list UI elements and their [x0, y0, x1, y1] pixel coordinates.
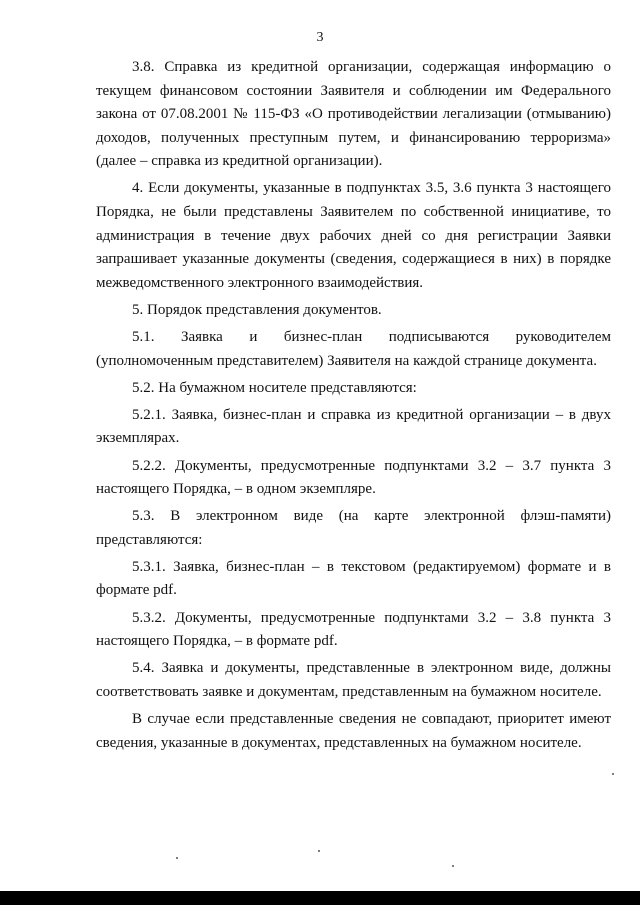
scan-speck — [612, 773, 614, 775]
paragraph-4: 4. Если документы, указанные в подпунктах 3.5, 3.6 пункта 3 настоящего Порядка, не были представлены Заявителем по собственной инициативе, то администрация в течение двух рабочих дней со дня регистрации Заявки запрашивает указанные документы (сведения, содержащиеся в них) в порядке межведомственного электронного взаимодействия. — [96, 180, 611, 291]
scan-bottom-edge — [0, 891, 640, 905]
paragraph-3-8: 3.8. Справка из кредитной организации, содержащая информацию о текущем финансовом состоянии Заявителя и соблюдении им Федерального закона от 07.08.2001 № 115-ФЗ «О противодействии легализации (отмыванию) доходов, полученных преступным путем, и финансированию терроризма» (далее – справка из кредитной организации). — [96, 59, 611, 170]
paragraph-5-4: 5.4. Заявка и документы, представленные в электронном виде, должны соответствовать заявке и документам, представленным на бумажном носителе. — [96, 660, 611, 700]
paragraph-5-3-1: 5.3.1. Заявка, бизнес-план – в текстовом (редактируемом) формате и в формате pdf. — [96, 558, 611, 599]
scan-speck — [176, 857, 178, 859]
scan-speck — [318, 850, 320, 852]
paragraph-5-3-2: 5.3.2. Документы, предусмотренные подпунктами 3.2 – 3.8 пункта 3 настоящего Порядка, – в формате pdf. — [96, 609, 611, 650]
paragraph-5-1: 5.1. Заявка и бизнес-план подписываются руководителем (уполномоченным представителем) Заявителя на каждой странице документа. — [96, 329, 611, 369]
paragraph-5-heading: 5. Порядок представления документов. — [132, 301, 382, 318]
paragraph-5-3: 5.3. В электронном виде (на карте электронной флэш-памяти) представляются: — [96, 508, 611, 548]
paragraph-5-2-1: 5.2.1. Заявка, бизнес-план и справка из кредитной организации – в двух экземплярах. — [96, 406, 611, 447]
paragraph-5-2-2: 5.2.2. Документы, предусмотренные подпунктами 3.2 – 3.7 пункта 3 настоящего Порядка, – в одном экземпляре. — [96, 457, 611, 498]
paragraph-priority: В случае если представленные сведения не совпадают, приоритет имеют сведения, указанные в документах, представленных на бумажном носителе. — [96, 710, 611, 751]
scan-speck — [452, 865, 454, 867]
paragraph-5-2: 5.2. На бумажном носителе представляются: — [132, 379, 417, 396]
document-body — [96, 56, 611, 755]
page-number: 3 — [316, 30, 324, 45]
